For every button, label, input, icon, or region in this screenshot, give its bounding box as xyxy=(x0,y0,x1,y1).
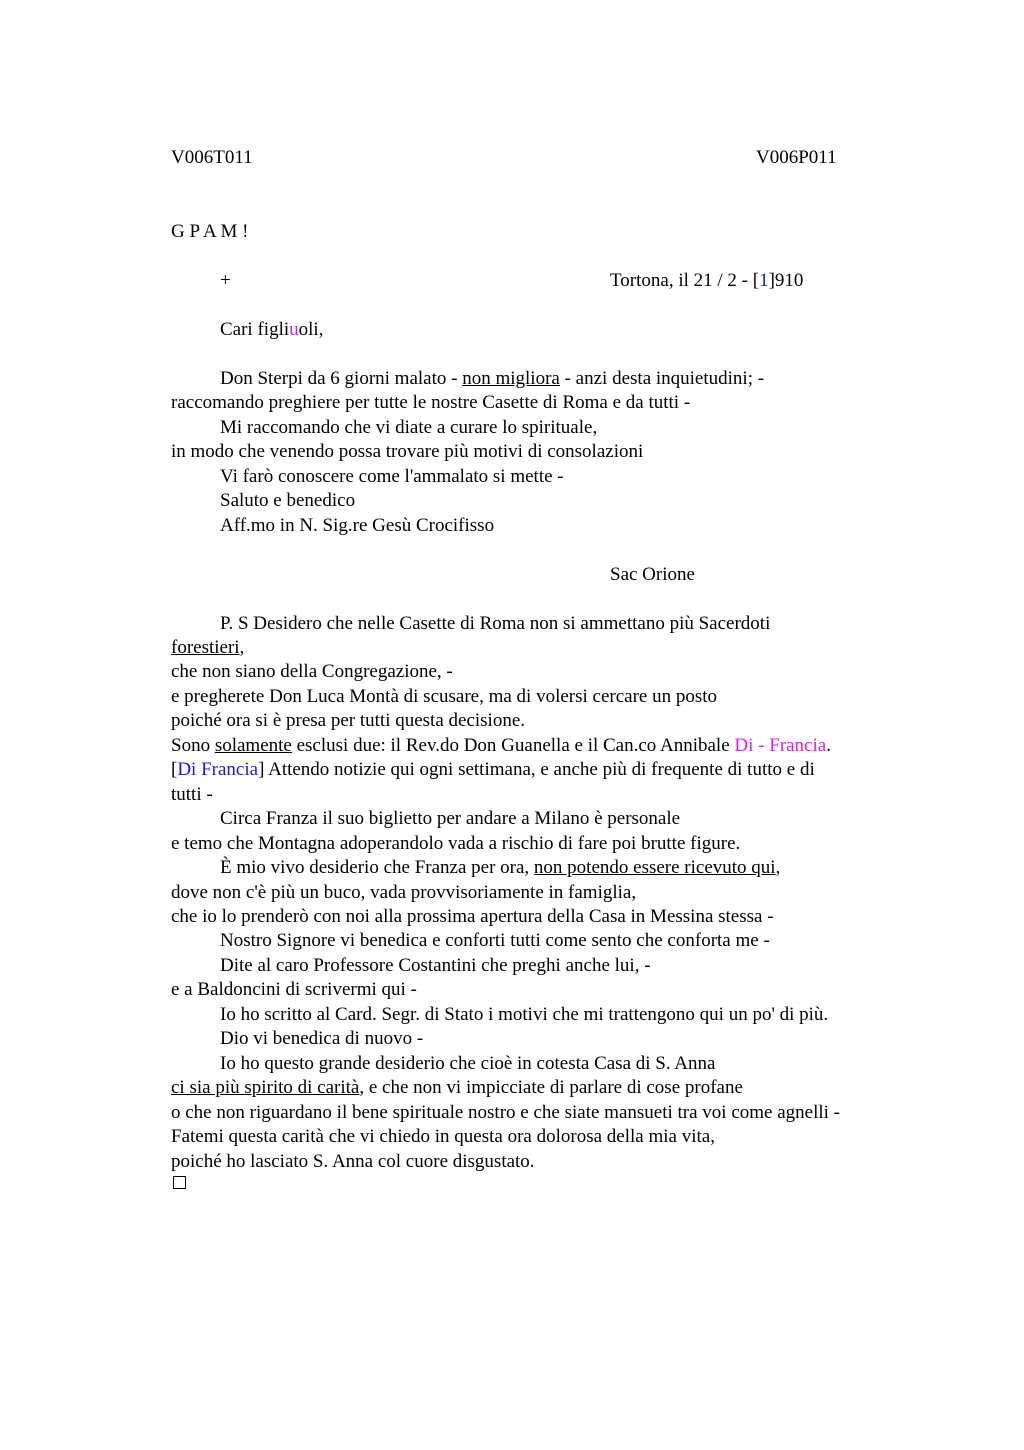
underlined-word: forestieri xyxy=(171,637,240,658)
ps-line-7 xyxy=(171,758,815,782)
ps-line-11c: , xyxy=(775,857,781,878)
body-line-3: Mi raccomando che vi diate a curare lo spirituale, xyxy=(220,417,598,438)
ps-line-20b: , e che non vi impicciate di parlare di cose profane xyxy=(359,1077,743,1098)
ps-line-16: e a Baldoncini di scrivermi qui - xyxy=(171,979,417,1000)
ps-line-7c: ] Attendo notizie qui ogni settimana, e anche più di frequente di tutto e di xyxy=(258,759,815,780)
document-code-right: V006P011 xyxy=(756,147,837,168)
ps-line-6c: esclusi due: il Rev.do Don Guanella e il Can.co Annibale xyxy=(291,735,735,756)
body-line-1 xyxy=(220,367,764,391)
ps-line-14: Nostro Signore vi benedica e conforti tutti come sento che conforta me - xyxy=(220,930,770,951)
underlined-phrase: non potendo essere ricevuto qui xyxy=(533,857,776,878)
body-line-5: Vi farò conoscere come l'ammalato si mette - xyxy=(220,466,564,487)
end-marker-box xyxy=(173,1176,186,1189)
ps-line-21: o che non riguardano il bene spirituale nostro e che siate mansueti tra voi come agnelli - xyxy=(171,1102,840,1123)
salutation-part-a: Cari figli xyxy=(220,319,290,340)
underlined-phrase: non migliora xyxy=(462,368,560,389)
ps-line-3: che non siano della Congregazione, - xyxy=(171,661,453,682)
ps-line-11 xyxy=(220,856,780,880)
body-line-6: Saluto e benedico xyxy=(220,490,356,511)
salutation-correction: u xyxy=(289,319,299,340)
ps-line-6e: . xyxy=(826,735,831,756)
place-date-prefix: Tortona, il 21 / 2 - [ xyxy=(610,270,760,291)
editorial-digit: 1 xyxy=(759,270,769,291)
ps-line-4: e pregherete Don Luca Montà di scusare, ma di volersi cercare un posto xyxy=(171,686,718,707)
ps-line-5: poiché ora si è presa per tutti questa decisione. xyxy=(171,710,526,731)
document-code-left: V006T011 xyxy=(171,147,253,168)
ps-line-8: tutti - xyxy=(171,784,213,805)
ps-line-20 xyxy=(171,1076,743,1100)
ps-line-17: Io ho scritto al Card. Segr. di Stato i motivi che mi trattengono qui un po' di più. xyxy=(220,1004,829,1025)
underlined-phrase: ci sia più spirito di carità xyxy=(171,1077,360,1098)
ps-line-2 xyxy=(171,636,244,660)
ps-line-6a: Sono xyxy=(171,735,215,756)
ps-line-15: Dite al caro Professore Costantini che preghi anche lui, - xyxy=(220,955,651,976)
highlighted-name: Di - Francia xyxy=(734,735,827,756)
ps-line-7a: [ xyxy=(171,759,178,780)
ps-line-18: Dio vi benedica di nuovo - xyxy=(220,1028,424,1049)
ps-line-1: P. S Desidero che nelle Casette di Roma non si ammettano più Sacerdoti xyxy=(220,613,771,634)
body-line-1a: Don Sterpi da 6 giorni malato - xyxy=(220,368,463,389)
ps-line-22: Fatemi questa carità che vi chiedo in questa ora dolorosa della mia vita, xyxy=(171,1126,715,1147)
ps-line-2b: , xyxy=(239,637,245,658)
signature: Sac Orione xyxy=(610,564,695,585)
salutation-part-c: oli, xyxy=(298,319,324,340)
ps-line-10: e temo che Montagna adoperandolo vada a rischio di fare poi brutte figure. xyxy=(171,833,741,854)
ps-line-19: Io ho questo grande desiderio che cioè in cotesta Casa di S. Anna xyxy=(220,1053,716,1074)
underlined-word: solamente xyxy=(214,735,292,756)
ps-line-6 xyxy=(171,734,831,758)
salutation xyxy=(220,318,323,342)
body-line-2: raccomando preghiere per tutte le nostre Casette di Roma e da tutti - xyxy=(171,392,691,413)
ps-line-13: che io lo prenderò con noi alla prossima apertura della Casa in Messina stessa - xyxy=(171,906,774,927)
place-date-suffix: ]910 xyxy=(768,270,804,291)
editorial-name: Di Francia xyxy=(177,759,259,780)
body-line-1c: - anzi desta inquietudini; - xyxy=(559,368,765,389)
ps-line-12: dove non c'è più un buco, vada provvisoriamente in famiglia, xyxy=(171,882,637,903)
invocation: G P A M ! xyxy=(171,221,249,242)
body-line-7: Aff.mo in N. Sig.re Gesù Crocifisso xyxy=(220,515,495,536)
cross-mark: + xyxy=(220,270,231,291)
place-date xyxy=(610,269,803,293)
ps-line-23: poiché ho lasciato S. Anna col cuore disgustato. xyxy=(171,1151,535,1172)
ps-line-11a: È mio vivo desiderio che Franza per ora, xyxy=(220,857,534,878)
ps-line-9: Circa Franza il suo biglietto per andare a Milano è personale xyxy=(220,808,681,829)
body-line-4: in modo che venendo possa trovare più motivi di consolazioni xyxy=(171,441,644,462)
